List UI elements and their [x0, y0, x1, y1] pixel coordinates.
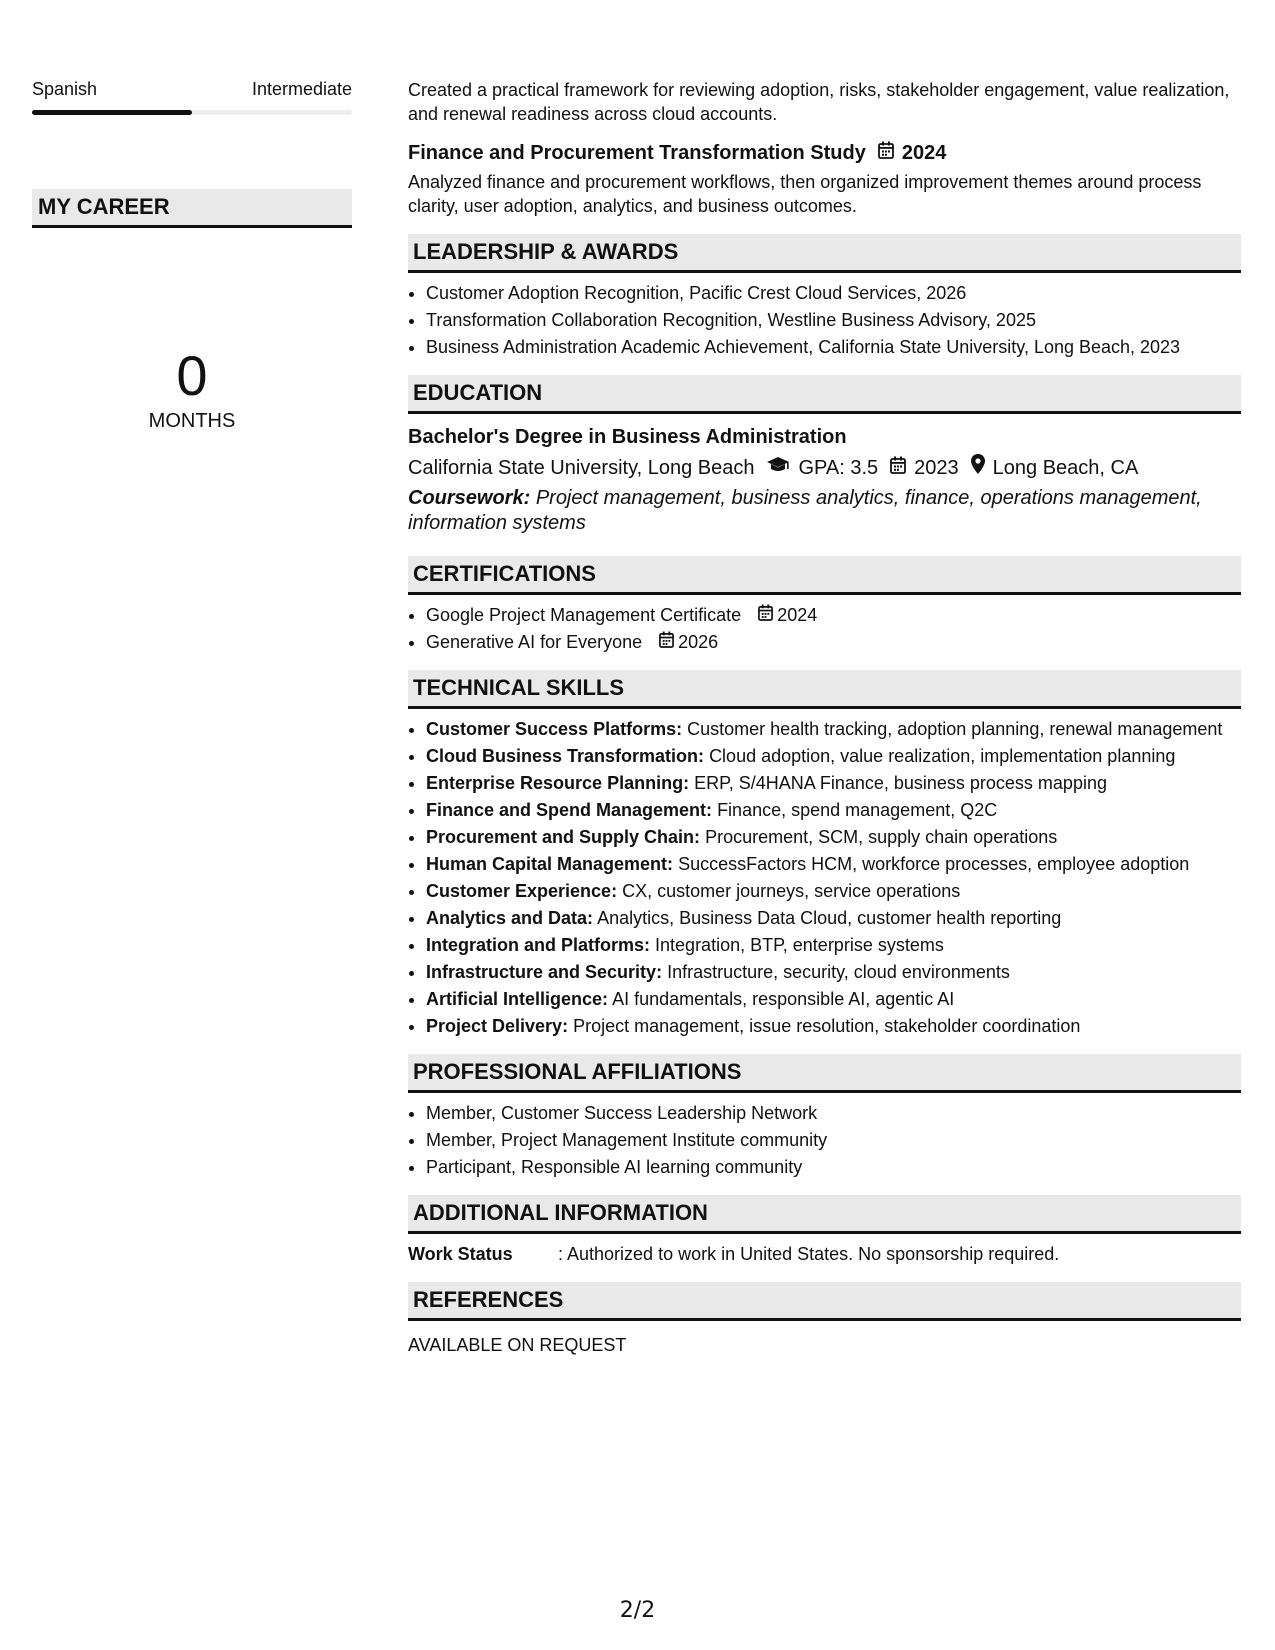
school-name: California State University, Long Beach — [408, 456, 755, 479]
project-title: Finance and Procurement Transformation Study — [408, 142, 866, 164]
language-row — [32, 78, 352, 100]
career-duration — [32, 344, 352, 434]
skill-value: Finance, spend management, Q2C — [717, 800, 998, 820]
certifications-list — [408, 603, 1241, 654]
sidebar — [32, 78, 352, 434]
skill-value: Procurement, SCM, supply chain operations — [705, 827, 1058, 847]
education-heading: EDUCATION — [408, 375, 1241, 414]
skill-item — [426, 771, 1241, 795]
references-heading: REFERENCES — [408, 1282, 1241, 1321]
skill-label: Customer Success Platforms: — [426, 719, 683, 739]
language-proficiency-fill — [32, 110, 192, 115]
skill-value: Cloud adoption, value realization, implementation planning — [709, 746, 1176, 766]
affiliation-item: • Member, Project Management Institute community — [426, 1128, 1241, 1152]
skill-item — [426, 798, 1241, 822]
language-name: Spanish — [32, 79, 98, 99]
skill-label: Analytics and Data: — [426, 908, 594, 928]
graduation-year — [890, 455, 959, 481]
project-date — [878, 140, 947, 166]
language-proficiency-bar — [32, 110, 352, 115]
certification-year: 2026 — [678, 632, 719, 652]
affiliations-heading: PROFESSIONAL AFFILIATIONS — [408, 1054, 1241, 1093]
map-pin-icon — [971, 454, 985, 481]
skill-item — [426, 960, 1241, 984]
certification-name: Google Project Management Certificate — [426, 605, 742, 625]
skill-value: Integration, BTP, enterprise systems — [655, 935, 944, 955]
skill-label: Enterprise Resource Planning: — [426, 773, 690, 793]
skill-item — [426, 825, 1241, 849]
skill-label: Integration and Platforms: — [426, 935, 651, 955]
skill-value: ERP, S/4HANA Finance, business process mapping — [694, 773, 1107, 793]
page-number: 2/2 — [619, 1598, 656, 1623]
skill-label: Infrastructure and Security: — [426, 962, 663, 982]
education-location — [971, 454, 1139, 481]
skill-label: Artificial Intelligence: — [426, 989, 609, 1009]
skill-value: CX, customer journeys, service operations — [622, 881, 961, 901]
skill-value: Customer health tracking, adoption planning, renewal management — [687, 719, 1223, 739]
coursework-text: Project management, business analytics, finance, operations management, information systems — [408, 487, 1202, 534]
graduation-year-value: 2023 — [914, 456, 959, 479]
coursework — [408, 486, 1241, 536]
skill-value: SuccessFactors HCM, workforce processes, employee adoption — [678, 854, 1190, 874]
work-status-value: : Authorized to work in United States. No sponsorship required. — [558, 1244, 1060, 1264]
career-count: 0 — [176, 344, 208, 407]
certification-date — [758, 603, 817, 627]
skill-item — [426, 987, 1241, 1011]
career-unit: MONTHS — [148, 410, 236, 432]
skill-label: Cloud Business Transformation: — [426, 746, 705, 766]
gpa — [766, 455, 878, 481]
certification-year: 2024 — [777, 605, 818, 625]
skills-heading: TECHNICAL SKILLS — [408, 670, 1241, 709]
skill-item — [426, 1014, 1241, 1038]
skill-label: Finance and Spend Management: — [426, 800, 713, 820]
career-heading: MY CAREER — [32, 189, 352, 228]
award-item: • Customer Adoption Recognition, Pacific Crest Cloud Services, 2026 — [426, 281, 1241, 305]
affiliation-item: • Participant, Responsible AI learning community — [426, 1155, 1241, 1179]
skill-item — [426, 879, 1241, 903]
skill-item — [426, 906, 1241, 930]
skill-label: Human Capital Management: — [426, 854, 674, 874]
affiliation-item: • Member, Customer Success Leadership Network — [426, 1101, 1241, 1125]
previous-project-description: Created a practical framework for reviewing adoption, risks, stakeholder engagement, value realization, and renewal readiness across cloud accounts. — [408, 80, 1230, 124]
project-title-row — [408, 140, 1241, 166]
award-item: • Transformation Collaboration Recognition, Westline Business Advisory, 2025 — [426, 308, 1241, 332]
work-status-label: Work Status — [408, 1244, 513, 1264]
skill-label: Customer Experience: — [426, 881, 618, 901]
project-description: Analyzed finance and procurement workflows, then organized improvement themes around process clarity, user adoption, analytics, and business outcomes. — [408, 172, 1202, 216]
language-level: Intermediate — [251, 79, 352, 99]
skill-value: Infrastructure, security, cloud environments — [667, 962, 1010, 982]
additional-info-heading: ADDITIONAL INFORMATION — [408, 1195, 1241, 1234]
project-year: 2024 — [901, 142, 947, 164]
awards-list — [408, 281, 1241, 359]
calendar-icon — [890, 455, 906, 481]
skill-item — [426, 717, 1241, 741]
location-value: Long Beach, CA — [992, 456, 1139, 479]
calendar-icon — [758, 603, 773, 627]
main-content — [408, 78, 1241, 1357]
degree-title: Bachelor's Degree in Business Administration — [408, 426, 847, 448]
certification-item — [426, 603, 1241, 627]
work-status-row — [408, 1242, 1241, 1266]
skill-item — [426, 744, 1241, 768]
skills-list — [408, 717, 1241, 1038]
education-meta — [408, 454, 1241, 481]
skill-item — [426, 933, 1241, 957]
skill-value: Analytics, Business Data Cloud, customer health reporting — [597, 908, 1062, 928]
graduation-cap-icon — [766, 455, 790, 481]
calendar-icon — [878, 140, 894, 166]
skill-value: Project management, issue resolution, stakeholder coordination — [573, 1016, 1081, 1036]
award-item: • Business Administration Academic Achievement, California State University, Long Beach, 2023 — [426, 335, 1241, 359]
affiliations-list — [408, 1101, 1241, 1179]
calendar-icon — [659, 630, 674, 654]
skill-label: Procurement and Supply Chain: — [426, 827, 701, 847]
certification-date — [659, 630, 718, 654]
certification-name: Generative AI for Everyone — [426, 632, 643, 652]
skill-value: AI fundamentals, responsible AI, agentic AI — [612, 989, 955, 1009]
awards-heading: LEADERSHIP & AWARDS — [408, 234, 1241, 273]
references-text: AVAILABLE ON REQUEST — [408, 1335, 627, 1355]
coursework-label: Coursework: — [408, 487, 531, 509]
skill-item — [426, 852, 1241, 876]
skill-label: Project Delivery: — [426, 1016, 569, 1036]
certifications-heading: CERTIFICATIONS — [408, 556, 1241, 595]
gpa-value: GPA: 3.5 — [798, 456, 879, 479]
certification-item — [426, 630, 1241, 654]
